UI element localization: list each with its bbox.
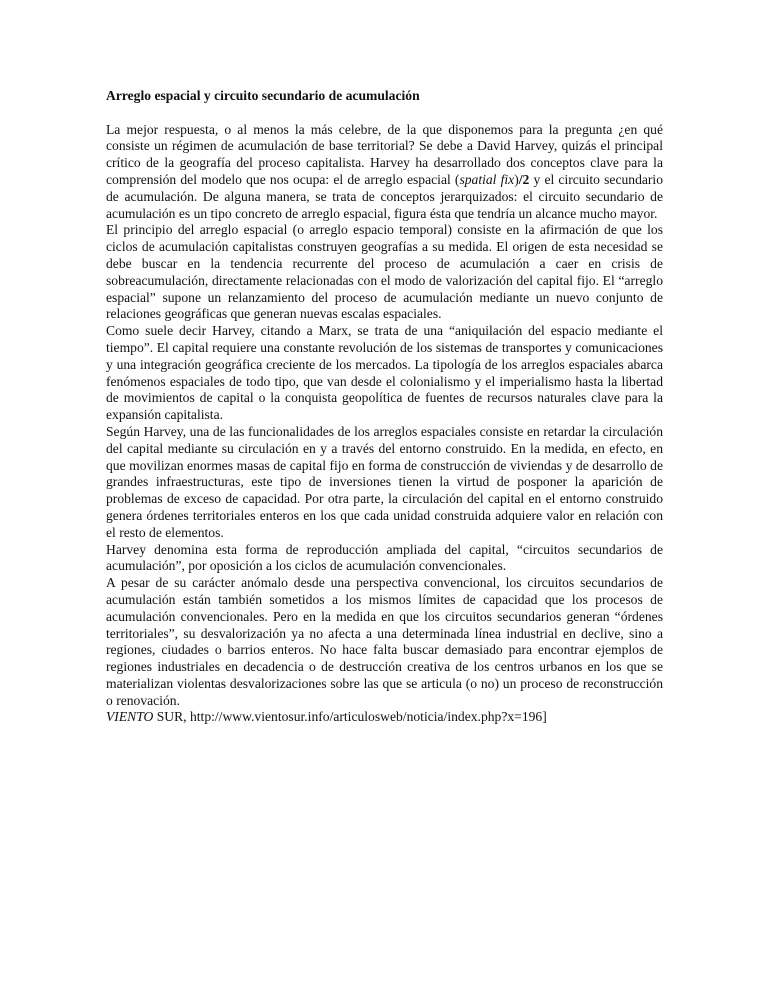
paragraph-1-text-a: La mejor respuesta, o al menos la más celebre, de la que disponemos para la pregunta ¿en qué consiste un régimen de acumulación de base territorial? Se debe a David Harvey, quizás el principal crítico de la geografía del proceso capitalista. Harvey ha desarrollado dos conceptos clave para la comprensión del modelo que nos ocupa: el de arreglo espacial ( bbox=[106, 121, 663, 187]
paragraph-1 bbox=[106, 122, 663, 223]
document-title: Arreglo espacial y circuito secundario de acumulación bbox=[106, 88, 420, 103]
paragraph-1-italic-term: spatial fix bbox=[459, 171, 515, 187]
source-text: SUR, http://www.vientosur.info/articulosweb/noticia/index.php?x=196] bbox=[153, 709, 547, 725]
paragraph-1-text-b: ) bbox=[514, 171, 519, 187]
paragraph-3: Como suele decir Harvey, citando a Marx, se trata de una “aniquilación del espacio mediante el tiempo”. El capital requiere una constante revolución de los sistemas de transportes y comunicaciones y una integración geográfica creciente de los mercados. La tipología de los arreglos espaciales abarca fenómenos espaciales de todo tipo, que van desde el colonialismo y el imperialismo hasta la libertad de movimientos de capital o la conquista geopolítica de fuentes de recursos naturales clave para la expansión capitalista. bbox=[106, 323, 663, 423]
footnote-reference: /2 bbox=[518, 171, 530, 187]
paragraph-2: El principio del arreglo espacial (o arreglo espacio temporal) consiste en la afirmación de que los ciclos de acumulación capitalistas construyen geografías a su medida. El origen de esta necesidad se debe buscar en la tendencia recurrente del proceso de acumulación a caer en crisis de sobreacumulación, directamente relacionadas con el modo de valorización del capital fijo. El “arreglo espacial” supone un relanzamiento del proceso de acumulación mediante un nuevo conjunto de relaciones geográficas que generan nuevas escalas espaciales. bbox=[106, 222, 663, 322]
document-page bbox=[106, 88, 663, 726]
paragraph-5: Harvey denomina esta forma de reproducción ampliada del capital, “circuitos secundarios de acumulación”, por oposición a los ciclos de acumulación convencionales. bbox=[106, 541, 663, 574]
paragraph-6: A pesar de su carácter anómalo desde una perspectiva convencional, los circuitos secundarios de acumulación están también sometidos a los mismos límites de capacidad que los procesos de acumulación convencionales. Pero en la medida en que los circuitos secundarios generan “órdenes territoriales”, su desvalorización ya no afecta a una determinada línea industrial en declive, sino a regiones, ciudades o barrios enteros. No hace falta buscar demasiado para encontrar ejemplos de regiones industriales en decadencia o de destrucción creativa de los centros urbanos en los que se materializan violentas desvalorizaciones sobre las que se articula (o no) un proceso de reconstrucción o renovación. bbox=[106, 575, 663, 708]
source-citation bbox=[106, 709, 663, 726]
paragraph-4: Según Harvey, una de las funcionalidades de los arreglos espaciales consiste en retardar la circulación del capital mediante su circulación en y a través del entorno construido. En la medida, en efecto, en que movilizan enormes masas de capital fijo en forma de construcción de viviendas y de desarrollo de grandes infraestructuras, este tipo de inversiones tienen la virtud de posponer la aparición de problemas de exceso de capacidad. Por otra parte, la circulación del capital en el entorno construido genera órdenes territoriales enteros en los que cada unidad construida adquiere valor en relación con el resto de elementos. bbox=[106, 423, 663, 540]
source-italic: VIENTO bbox=[106, 709, 154, 725]
paragraph-1-text-c: y el circuito secundario de acumulación. De alguna manera, se trata de conceptos jerarquizados: el circuito secundario de acumulación es un tipo concreto de arreglo espacial, figura ésta que tendría un alcance mucho mayor. bbox=[106, 171, 663, 221]
